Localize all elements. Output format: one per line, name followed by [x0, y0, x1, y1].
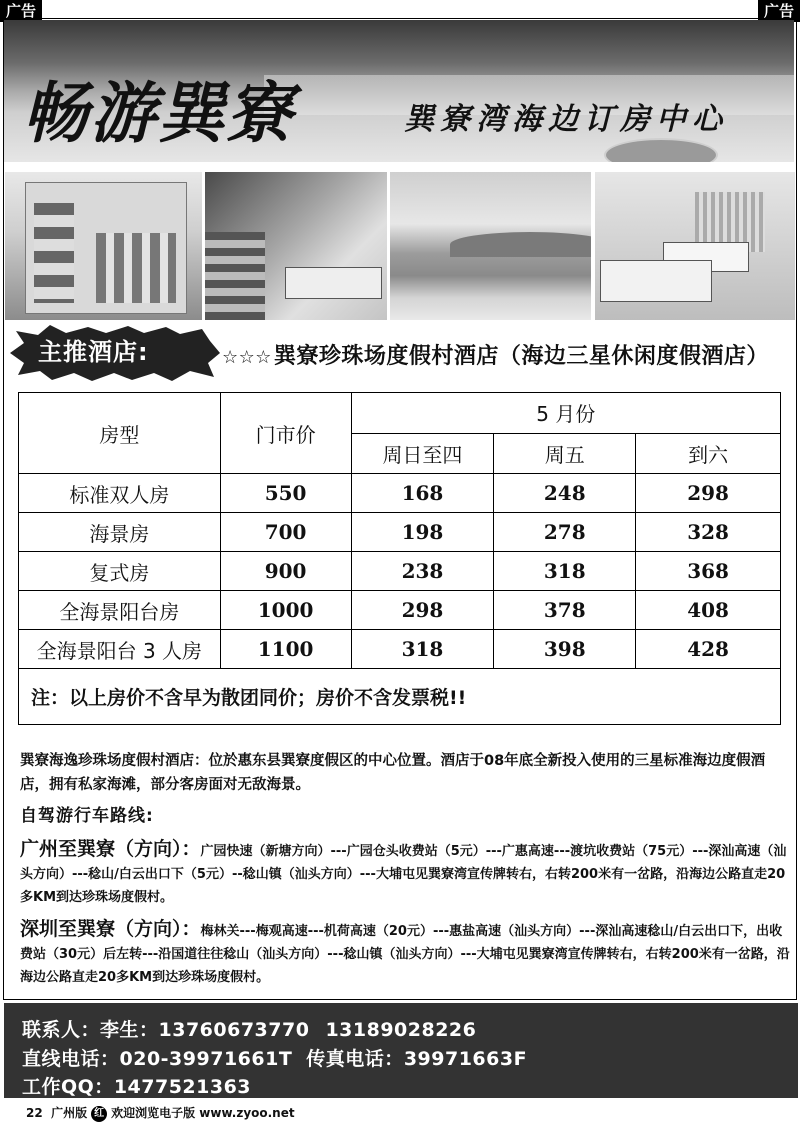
rack-price: 550: [220, 474, 351, 513]
direct-line-number[interactable]: 020-39971661T: [119, 1048, 293, 1070]
featured-hotel: [222, 339, 769, 370]
route-shenzhen: [20, 918, 795, 989]
route-guangzhou: [20, 838, 795, 909]
route-guangzhou-title: 广州至巽寮（方向）：: [20, 838, 201, 860]
edition-label: 广州版: [51, 1106, 88, 1120]
fri-price: 318: [494, 552, 636, 591]
ad-tag-right: 广告: [758, 0, 800, 22]
direct-line-label: 直线电话：: [22, 1048, 120, 1070]
qq-number[interactable]: 1477521363: [113, 1076, 252, 1098]
contact-person-line: [22, 1015, 476, 1042]
featured-label: 主推酒店:: [38, 338, 149, 366]
sat-price: 298: [636, 474, 781, 513]
fax-number[interactable]: 39971663F: [403, 1048, 528, 1070]
header-month: 5 月份: [351, 393, 780, 434]
rack-price: 900: [220, 552, 351, 591]
page-number: 22: [26, 1106, 43, 1120]
table-row: [19, 513, 781, 552]
room-type: 全海景阳台 3 人房: [19, 630, 221, 669]
routes-title: 自驾游行车路线:: [20, 806, 154, 826]
contact-person: 联系人：李生：: [22, 1019, 159, 1041]
contact-bar: [4, 1003, 798, 1098]
sun-thu-price: 198: [351, 513, 494, 552]
contact-qq-line: [22, 1072, 251, 1099]
sun-thu-price: 298: [351, 591, 494, 630]
footer-welcome: 欢迎浏览电子版: [111, 1106, 196, 1120]
price-note: 注：以上房价不含早为散团同价；房价不含发票税!!: [19, 669, 781, 725]
footer-url[interactable]: www.zyoo.net: [199, 1106, 295, 1120]
rack-price: 700: [220, 513, 351, 552]
contact-phone-1[interactable]: 13760673770: [158, 1019, 310, 1041]
sun-thu-price: 238: [351, 552, 494, 591]
sat-price: 368: [636, 552, 781, 591]
contact-phone-2[interactable]: 13189028226: [325, 1019, 477, 1041]
ad-tag-left: 广告: [0, 0, 42, 22]
table-row: [19, 474, 781, 513]
room-type: 海景房: [19, 513, 221, 552]
contact-phone-line: [22, 1044, 527, 1071]
banner-title: 畅游巽寮: [22, 74, 294, 152]
photo-beach: [390, 172, 591, 320]
route-guangzhou-text: 广园快速（新塘方向）---广园仓头收费站（5元）---广惠高速---渡坑收费站（75元）---深汕高速（汕头方向）---稔山/白云出口下（5元）--稔山镇（汕头方向）---大埔屯见巽寮湾宣传牌转右，右转200米有一岔路，沿海边公路直走20多KM到达珍珠场度假村。: [20, 844, 787, 905]
table-row: [19, 552, 781, 591]
description-hotel-name: 巽寮海逸珍珠场度假村酒店：: [20, 753, 209, 769]
photo-twin-room: [595, 172, 795, 320]
header-sat: 到六: [636, 433, 781, 474]
header-sun-thu: 周日至四: [351, 433, 494, 474]
sun-thu-price: 318: [351, 630, 494, 669]
logo-icon: 红: [91, 1106, 107, 1122]
fri-price: 248: [494, 474, 636, 513]
sat-price: 428: [636, 630, 781, 669]
hotel-description: [20, 749, 790, 797]
rack-price: 1000: [220, 591, 351, 630]
qq-label: 工作QQ：: [22, 1076, 114, 1098]
sat-price: 328: [636, 513, 781, 552]
header-room-type: 房型: [19, 393, 221, 474]
price-table: [18, 392, 781, 725]
fri-price: 398: [494, 630, 636, 669]
header-rack-rate: 门市价: [220, 393, 351, 474]
header-fri: 周五: [494, 433, 636, 474]
room-type: 复式房: [19, 552, 221, 591]
banner: [4, 20, 794, 162]
photo-duplex-room: [205, 172, 387, 320]
banner-subtitle: 巽寮湾海边订房中心: [404, 102, 728, 137]
description-text: 位於惠东县巽寮度假区的中心位置。酒店于08年底全新投入使用的三星标准海边度假酒店，拥有私家海滩，部分客房面对无敌海景。: [20, 753, 766, 793]
fax-label: 传真电话：: [306, 1048, 404, 1070]
sat-price: 408: [636, 591, 781, 630]
page-footer: [26, 1104, 295, 1122]
rack-price: 1100: [220, 630, 351, 669]
room-type: 标准双人房: [19, 474, 221, 513]
table-row: [19, 591, 781, 630]
route-shenzhen-title: 深圳至巽寮（方向）：: [20, 918, 201, 940]
fri-price: 278: [494, 513, 636, 552]
banner-shell-image: [604, 138, 718, 162]
sun-thu-price: 168: [351, 474, 494, 513]
star-icons: ☆☆☆: [222, 347, 272, 368]
route-shenzhen-text: 梅林关---梅观高速---机荷高速（20元）---惠盐高速（汕头方向）---深汕高速稔山/白云出口下，出收费站（30元）后左转---沿国道往往稔山（汕头方向）---稔山镇（汕头方向）---大埔屯见巽寮湾宣传牌转右，右转200米有一岔路，沿海边公路直走20多KM到达珍珠场度假村。: [20, 924, 790, 985]
featured-hotel-name: 巽寮珍珠场度假村酒店（海边三星休闲度假酒店）: [273, 344, 769, 369]
room-type: 全海景阳台房: [19, 591, 221, 630]
table-row: [19, 630, 781, 669]
photo-hotel-exterior: [5, 172, 202, 320]
fri-price: 378: [494, 591, 636, 630]
